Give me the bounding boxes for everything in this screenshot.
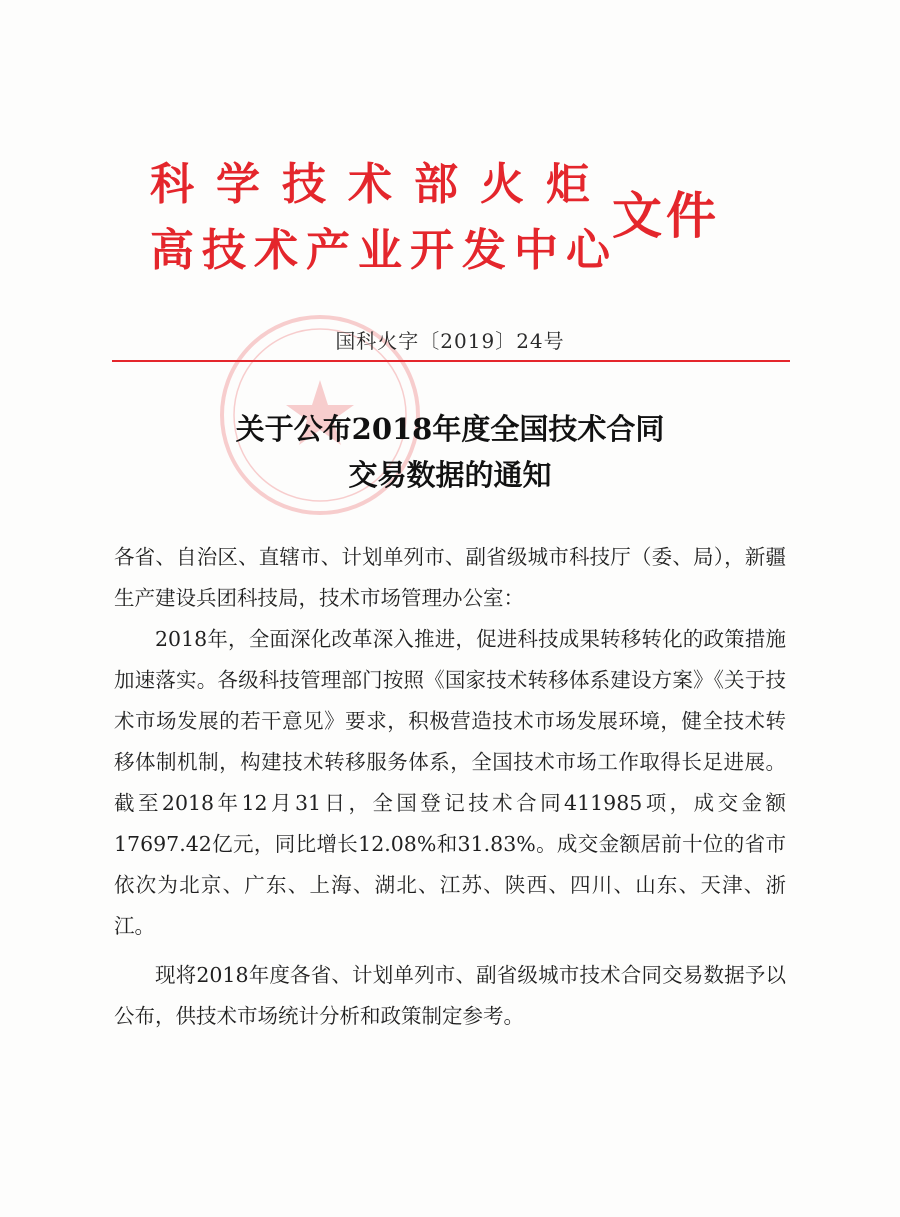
addressee: 各省、自治区、直辖市、计划单列市、副省级城市科技厅（委、局），新疆生产建设兵团科技局，技术市场管理办公室： bbox=[114, 545, 786, 610]
title-line-1: 关于公布2018年度全国技术合同 bbox=[235, 412, 665, 446]
paragraph-2: 现将2018年度各省、计划单列市、副省级城市技术合同交易数据予以公布，供技术市场统计分析和政策制定参考。 bbox=[114, 963, 786, 1028]
issuer-name bbox=[150, 152, 618, 284]
document-body bbox=[114, 537, 786, 1037]
paragraph-1: 2018年，全面深化改革深入推进，促进科技成果转移转化的政策措施加速落实。各级科技管理部门按照《国家技术转移体系建设方案》《关于技术市场发展的若干意见》要求，积极营造技术市场发展环境，健全技术转移体制机制，构建技术转移服务体系，全国技术市场工作取得长足进展。截至2018年12月31日，全国登记技术合同411985项，成交金额17697.42亿元，同比增长12.08%和31.83%。成交金额居前十位的省市依次为北京、广东、上海、湖北、江苏、陕西、四川、山东、天津、浙江。 bbox=[114, 627, 786, 938]
document-title bbox=[0, 406, 900, 498]
header-divider bbox=[112, 360, 790, 362]
title-line-2: 交易数据的通知 bbox=[348, 458, 552, 492]
issuer-line-1: 科学技术部火炬 bbox=[150, 159, 612, 210]
issuer-line-2: 高技术产业开发中心 bbox=[150, 225, 618, 276]
document-type: 文件 bbox=[612, 187, 720, 245]
document-number: 国科火字〔2019〕24号 bbox=[335, 329, 565, 353]
